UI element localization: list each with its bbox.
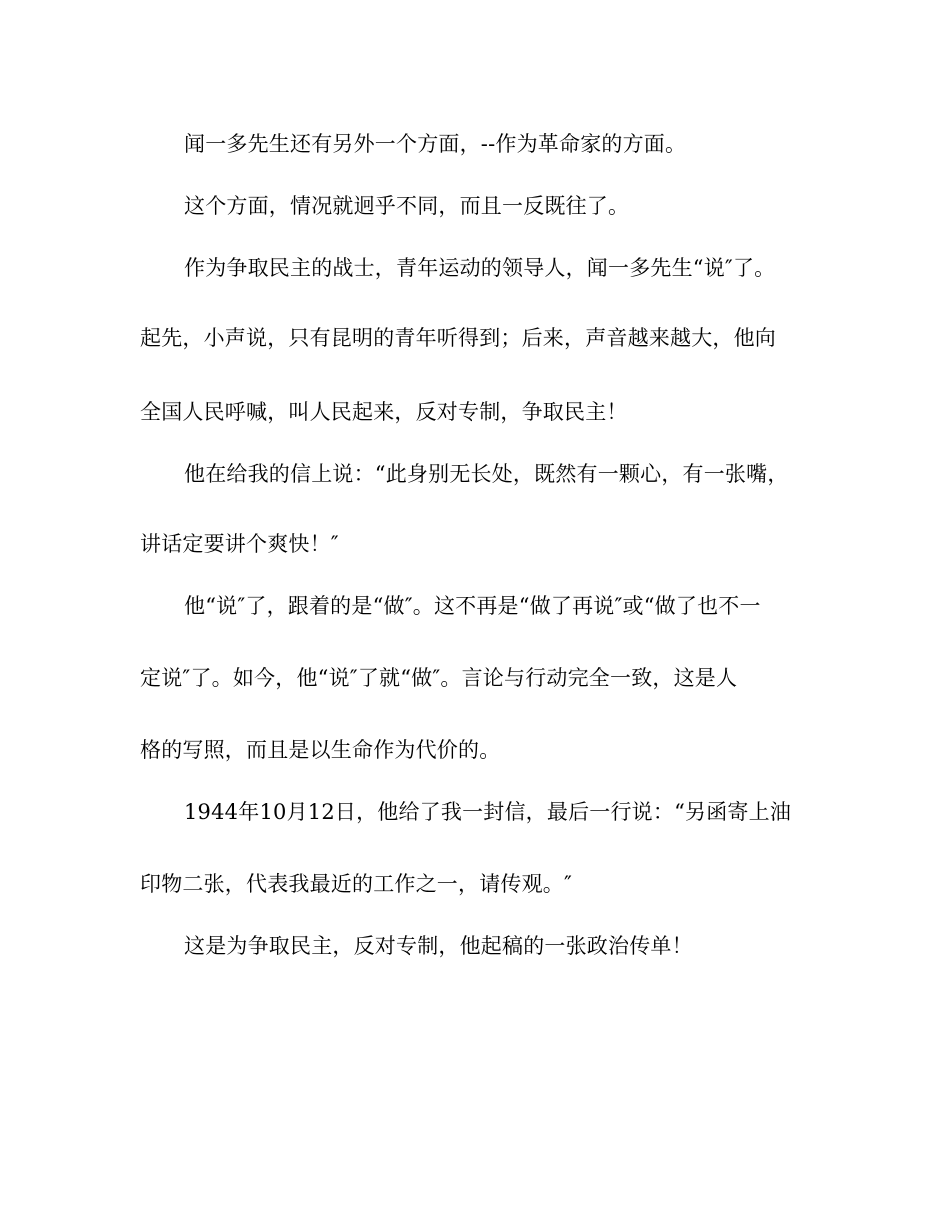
paragraph-6-line-1: 1944年10月12日，他给了我一封信，最后一行说：“另函寄上油 [184, 800, 792, 824]
paragraph-3-line-3: 全国人民呼喊，叫人民起来，反对专制，争取民主！ [140, 400, 628, 424]
paragraph-5-line-2: 定说″了。如今，他“说″了就“做″。言论与行动完全一致，这是人 [140, 666, 738, 690]
paragraph-3-line-2: 起先，小声说，只有昆明的青年听得到；后来，声音越来越大，他向 [140, 326, 776, 350]
paragraph-4-line-1: 他在给我的信上说：“此身别无长处，既然有一颗心，有一张嘴， [184, 462, 789, 486]
paragraph-2-line-1: 这个方面，情况就迥乎不同，而且一反既往了。 [184, 194, 630, 218]
paragraph-7-line-1: 这是为争取民主，反对专制，他起稿的一张政治传单！ [184, 934, 693, 958]
paragraph-5-line-3: 格的写照，而且是以生命作为代价的。 [140, 738, 501, 762]
paragraph-1-line-1: 闻一多先生还有另外一个方面，--作为革命家的方面。 [184, 132, 687, 156]
paragraph-5-line-1: 他“说″了，跟着的是“做″。这不再是“做了再说″或“做了也不一 [184, 594, 761, 618]
paragraph-6-line-2: 印物二张，代表我最近的工作之一，请传观。″ [140, 872, 573, 896]
paragraph-4-line-2: 讲话定要讲个爽快！″ [140, 532, 339, 556]
paragraph-3-line-1: 作为争取民主的战士，青年运动的领导人，闻一多先生“说″了。 [184, 256, 776, 280]
